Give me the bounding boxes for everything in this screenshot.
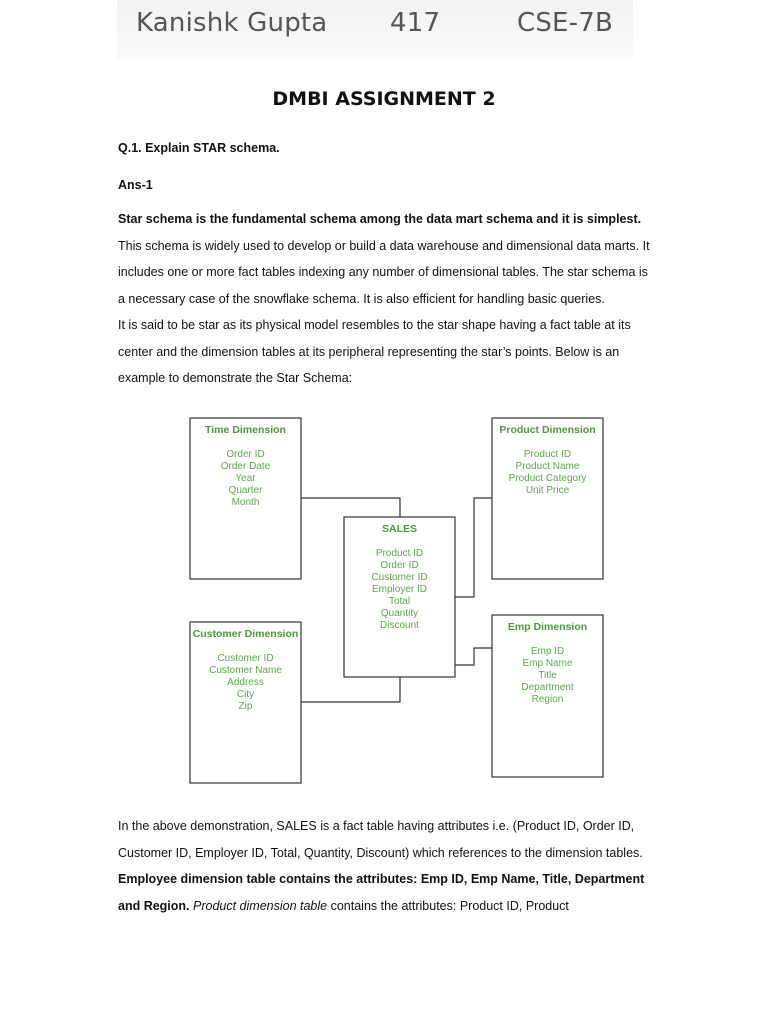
connector-product-sales <box>455 498 492 597</box>
time-dimension-attr: Year <box>235 473 256 484</box>
time-dimension-table <box>190 418 301 579</box>
sales-attr: Discount <box>380 620 419 631</box>
sales-fact-table <box>344 517 455 677</box>
product-dimension-title: Product Dimension <box>499 424 596 436</box>
sales-attr: Product ID <box>375 548 424 559</box>
section: CSE-7B <box>517 8 614 38</box>
paragraph-intro-rest: This schema is widely used to develop or build a data warehouse and dimensional data marts. It includes one or more fact tables indexing any number of dimensional tables. The star schema is a necessary case of the snowflake schema. It is also efficient for handling basic queries. <box>118 238 650 306</box>
sales-attr: Quantity <box>380 608 419 619</box>
roll-number: 417 <box>390 8 441 38</box>
time-dimension-attr: Month <box>231 497 260 508</box>
sales-title: SALES <box>381 523 418 535</box>
time-dimension-attr: Quarter <box>228 485 263 496</box>
page-title: DMBI ASSIGNMENT 2 <box>272 88 496 110</box>
time-dimension-attr: Order Date <box>220 461 271 472</box>
answer-label: Ans-1 <box>118 178 153 192</box>
sales-attr: Order ID <box>380 560 419 571</box>
sales-attr: Total <box>388 596 411 607</box>
paragraph-demonstration-part3: Product dimension table <box>193 898 328 913</box>
product-dimension-attr: Product Category <box>508 473 587 484</box>
paragraph-demonstration-part1: In the above demonstration, SALES is a fact table having attributes i.e. (Product ID, Order ID, Customer ID, Employer ID, Total, Quantity, Discount) which references to the dimension tables. <box>118 819 643 860</box>
emp-dimension-attr: Emp Name <box>522 658 573 669</box>
student-name: Kanishk Gupta <box>136 8 328 38</box>
paragraph-demonstration <box>118 813 658 919</box>
customer-dimension-attr: City <box>236 689 255 700</box>
question-text: Q.1. Explain STAR schema. <box>118 141 280 155</box>
sales-attr: Customer ID <box>371 572 428 583</box>
customer-dimension-attr: Zip <box>238 701 253 712</box>
product-dimension-table <box>492 418 603 579</box>
time-dimension-title: Time Dimension <box>205 424 286 436</box>
emp-dimension-title: Emp Dimension <box>507 621 588 633</box>
emp-dimension-table <box>492 615 603 777</box>
emp-dimension-attr: Emp ID <box>530 646 565 657</box>
customer-dimension-title: Customer Dimension <box>192 628 299 640</box>
emp-dimension-attr: Title <box>538 670 557 681</box>
product-dimension-attr: Product ID <box>523 449 572 460</box>
connector-customer-sales <box>301 677 400 702</box>
emp-dimension-attr: Department <box>521 682 574 693</box>
paragraph-demonstration-part2: Employee dimension table contains the attributes: Emp ID, Emp Name, Title, Department and Region. <box>118 872 645 913</box>
connector-time-sales <box>301 498 400 517</box>
paragraph-intro-lead: Star schema is the fundamental schema among the data mart schema and it is simplest. <box>118 212 642 226</box>
product-dimension-attr: Product Name <box>515 461 580 472</box>
paragraph-star-shape: It is said to be star as its physical model resembles to the star shape having a fact table at its center and the dimension tables at its peripheral representing the star’s points. Below is an example to demonstrate the Star Schema: <box>118 318 631 386</box>
product-dimension-attr: Unit Price <box>525 485 570 496</box>
customer-dimension-attr: Customer Name <box>209 665 282 676</box>
sales-attr: Employer ID <box>371 584 428 595</box>
customer-dimension-table <box>190 622 301 783</box>
connector-emp-sales <box>455 648 492 665</box>
customer-dimension-attr: Address <box>227 677 264 688</box>
time-dimension-attr: Order ID <box>226 449 265 460</box>
emp-dimension-attr: Region <box>531 694 564 705</box>
customer-dimension-attr: Customer ID <box>217 653 274 664</box>
paragraph-demonstration-part4: contains the attributes: Product ID, Product <box>327 898 569 913</box>
